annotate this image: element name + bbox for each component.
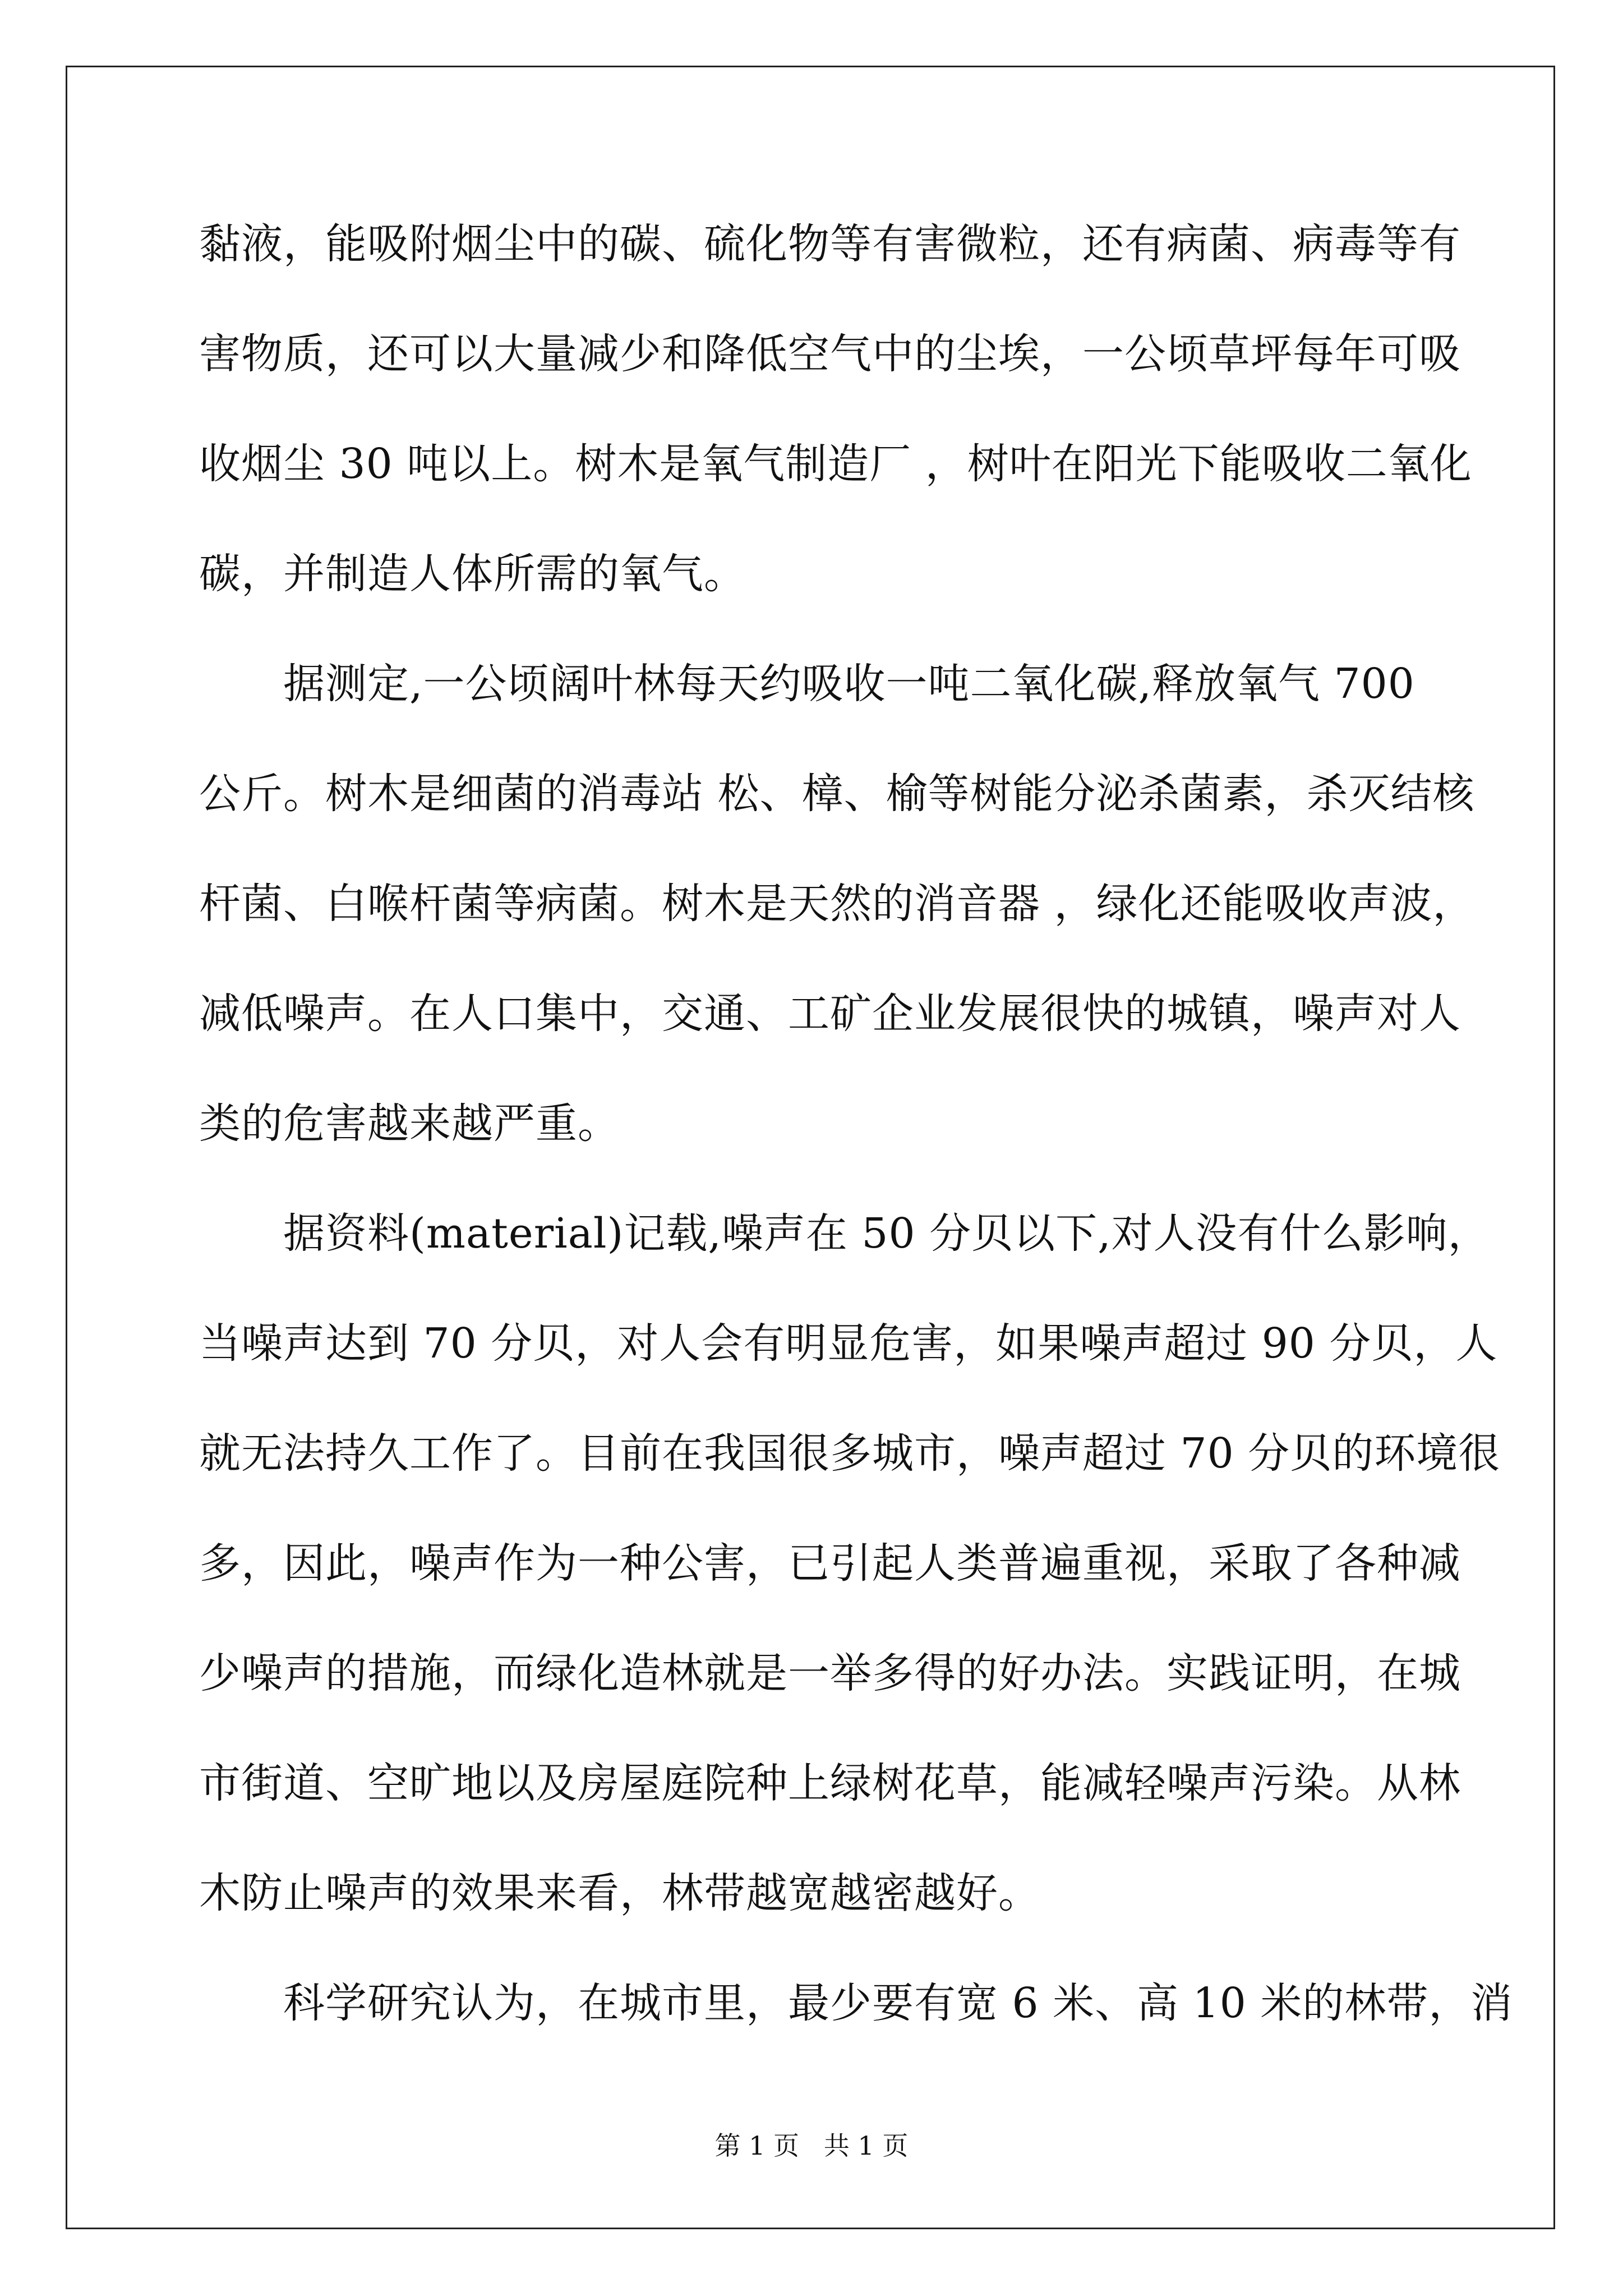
text-line: 减低噪声。在人口集中，交通、工矿企业发展很快的城镇，噪声对人 [199,990,1461,1038]
page-footer: 第 1 页 共 1 页 [714,2131,909,2161]
text-line: 碳，并制造人体所需的氧气。 [199,550,746,598]
text-line: 公斤。树木是细菌的消毒站 松、樟、榆等树能分泌杀菌素，杀灭结核 [199,770,1475,818]
paragraph-start-line: 据资料(material)记载,噪声在 50 分贝以下,对人没有什么影响， [283,1209,1490,1258]
text-line: 当噪声达到 70 分贝，对人会有明显危害，如果噪声超过 90 分贝，人 [199,1319,1498,1368]
text-line: 少噪声的措施，而绿化造林就是一举多得的好办法。实践证明，在城 [199,1649,1461,1697]
text-line: 黏液，能吸附烟尘中的碳、硫化物等有害微粒，还有病菌、病毒等有 [199,220,1461,268]
text-line: 杆菌、白喉杆菌等病菌。树木是天然的消音器 ，绿化还能吸收声波， [199,880,1475,928]
text-line: 类的危害越来越严重。 [199,1099,620,1148]
text-line: 就无法持久工作了。目前在我国很多城市，噪声超过 70 分贝的环境很 [199,1429,1501,1478]
paragraph-start-line: 科学研究认为，在城市里，最少要有宽 6 米、高 10 米的林带，消 [283,1979,1513,2027]
text-line: 多，因此，噪声作为一种公害，已引起人类普遍重视，采取了各种减 [199,1539,1461,1588]
text-line: 木防止噪声的效果来看，林带越宽越密越好。 [199,1869,1040,1917]
text-line: 市街道、空旷地以及房屋庭院种上绿树花草，能减轻噪声污染。从林 [199,1759,1461,1807]
paragraph-start-line: 据测定,一公顷阔叶林每天约吸收一吨二氧化碳,释放氧气 700 [283,660,1415,708]
text-line: 害物质，还可以大量减少和降低空气中的尘埃，一公顷草坪每年可吸 [199,330,1461,378]
text-line: 收烟尘 30 吨以上。树木是氧气制造厂 ，树叶在阳光下能吸收二氧化 [199,440,1472,488]
